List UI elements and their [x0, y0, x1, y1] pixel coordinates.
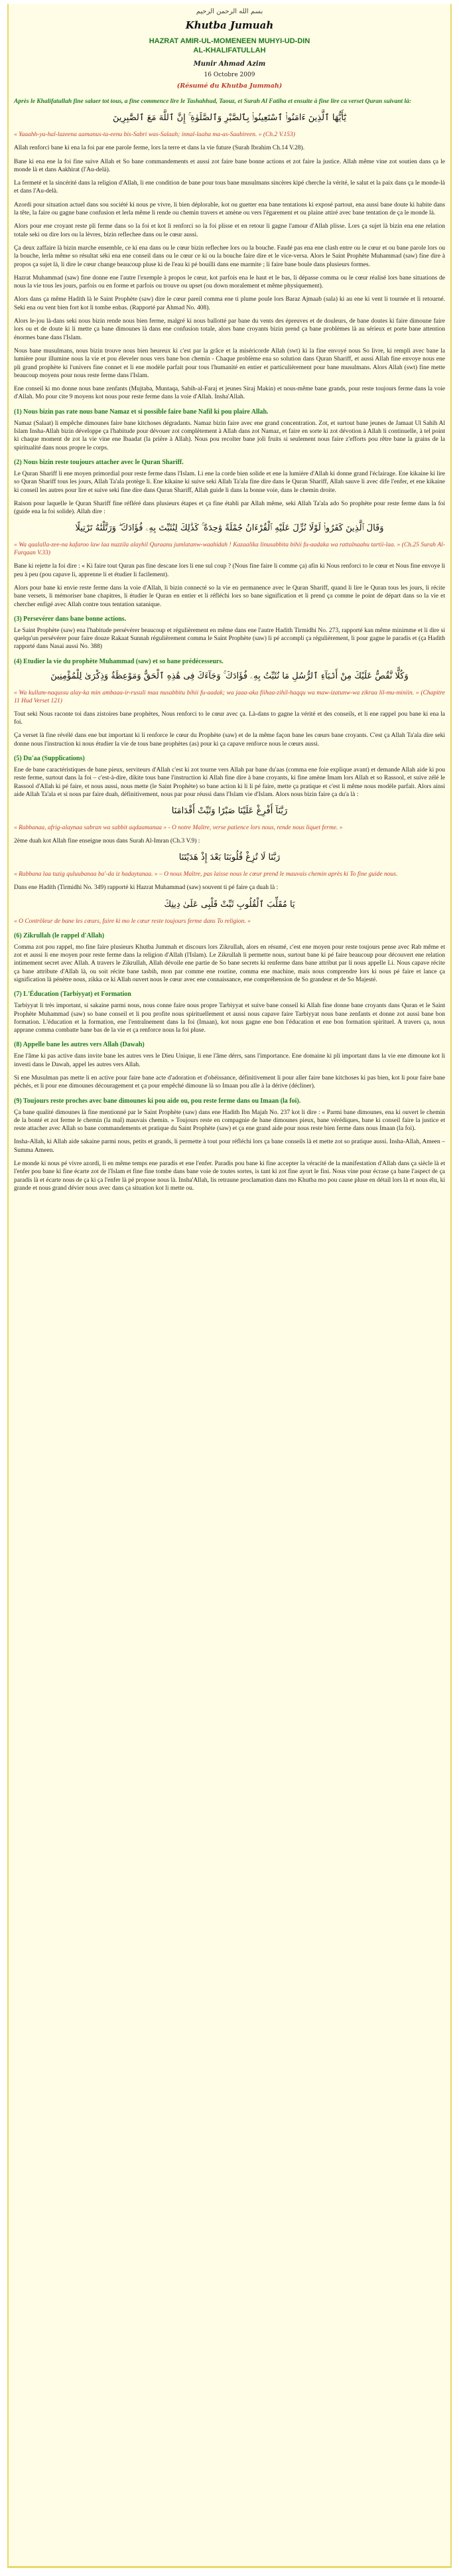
verse-translit-4: « Rabbanaa, afrig-alaynaa sabran wa sabbit aqdaamanaa » - O notre Maître, verse patience lors nous, rende nous liquet ferme. » [14, 825, 343, 832]
verse-translit-3: « Wa kullam-naqussu alay-ka min ambaaa-ir-rusuli maa nusabbitu bihii fu-aadak; wa jaaa-aka fiihaa-zihil-haqqu wa maw-izatunw-wa zikraa lil-mu-miniin. » (Chapitre 11 Hud Verset 121) [14, 689, 445, 704]
verse-translit-2: « Wa qaalalla-zee-na kafaroo law laa nuzzila alayhil Quraanu jumlatanw-waahidah ! Kazaalika linusabbita bihii fu-aadaka wa rattalnaahu tartii-laa. » (Ch.25 Surah Al-Furqaan V.33) [14, 542, 445, 557]
section-heading-4: (4) Etudier la vie du prophète Muhammad (saw) et so bane prédécesseurs. [14, 657, 224, 665]
paragraph: Hazrat Muhammad (saw) fine donne ene l'autre l'exemple à propos le cœur, kot parfois ena le haut et le bas, li dépasse comma ou le cœur réalisé lors bane situations de nous la vie tous les jours, parfois ou en forme et parfois ou trouve ou upset (ou down moralement et même physiquement). [14, 274, 445, 290]
paragraph: 2ème duah kot Allah fine enseigne nous dans Surah Al-Imran (Ch.3 V.9) : [14, 838, 200, 845]
verse-translit-1: « Yaaahh-yu-hal-lazeena aamanus-ta-eenu bis-Sabri was-Salaah; innal-laaha ma-as-Saabireen. » (Ch.2 V.153) [14, 131, 295, 139]
paragraph: Alors pour bane ki envie reste ferme dans la voie d'Allah, li bizin connecté so la vie en permanence avec le Quran Shariff, quand li lire le Quran tous les jours, li récite bane versets, li mémoriser bane chapitres, li étudier le Quran en entier et li réfléchi lors so bane signification et li prend ça comme le point de départ dans so la vie et chercher enfigé avec Allah contre tous tentation satanique. [14, 584, 445, 608]
paragraph: Le Quran Shariff li ene moyen primordial pour reste ferme dans l'Islam. Li ene la corde bien solide et ene la lumière d'Allah ki donne grand l'éclairage. Ene kikaine ki lire so Quran Shariff tous les jours, Allah Ta'ala protège li. Ene kikaine ki suive seki Allah Ta'ala fine dire dans le Quran Shariff, Allah sauve li avec dife l'enfer, et ene kikaine ki conseil les autres pour lire et suive seki fine dire dans Quran Shariff, Allah guide li dans la bonne voie, dans le chemin droite. [14, 470, 445, 494]
paragraph: Tout seki Nous raconte toi dans zistoires bane prophètes, Nous renforci to le cœur avec ça. Là-dans to gagne la vérité et des conseils, et li ene rappel pou bane ki ena la foi. [14, 710, 445, 726]
page-bottom-border [9, 2566, 450, 2568]
paragraph: Bane ki rejette la foi dire : « Ki faire tout Quran pas fine descane lors li ene sul coup ? (Nous fine faire li comme ça) afin ki Nous renforci to le cœur et Nous fine envoye li peu à peu (pou capave li, apprenne li et étudier li facilement). [14, 563, 445, 578]
author-name: Munir Ahmad Azim [193, 60, 266, 68]
verse-arabic-5: رَبَّنَا لَا تُزِغْ قُلُوبَنَا بَعْدَ إِذْ هَدَيْتَنَا [178, 852, 281, 863]
paragraph: Ene conseil ki mo donne nous bane zenfants (Mujtaba, Muntaqa, Sabih-al-Faraj et jeunes Siraj Makin) et nous-même bane grands, pour reste toujours ferme dans la voie d'Allah. Mo pour cite 9 moyens kot nous pour reste ferme dans la voie d'Allah. Insha'Allah. [14, 386, 445, 401]
section-heading-5: (5) Du'aa (Supplications) [14, 754, 85, 762]
paragraph: Ça deux zaffaire là bizin marche ensemble, ce ki ena dans ou le cœur bizin reflechee lors ou la bouche. Faudé pas ena ene clash entre ou le cœur et ou bane parole lors ou la bouche, lerla même so résultat séki ena ene conseil dans ou le cœur ce ki ou la bouche faire dire et le vice-versa. Alors le Saint Prophète Muhammad (saw) fine dire à propos ça sujet là, li dire le cœur change beaucoup pluse ki de l'eau ki pé bouilli dans ene marmite ; li faire bane boule dans plusieurs formes. [14, 244, 445, 268]
summary-label: (Résumé du Khutba Jummah) [176, 82, 283, 90]
paragraph: Ça bane qualité dimounes là fine mentionné par le Saint Prophète (saw) dans ene Hadith Ibn Majah No. 237 kot li dire : « Parmi bane dimounes, ena ki ouvert le chemin de la bonté et zot ferme le chemin (la mal) mauvais chemin. » Toujours reste en compagnie de bane dimounes pieux, bane vérédiques, bane ki conseil faire la justice et reste attacher avec Allah so bane commandements et pratique du Saint Prophète (saw) et ça ene grand aide pour nous reste bien ferme dans nous Imaan (la foi). [14, 1109, 445, 1133]
paragraph: Le Saint Prophète (saw) ena l'habitude persévérer beaucoup et régulièrement en même dans ene l'autre Hadith Tirmidhi No. 273, rapporté kan même minimme et li dire si quelqu'un persévérer pour faire douze Rakaat Sunnah régulièrement comma le Saint Prophète (saw) li pé accompli ça régulièrement, li pour gagne le paradis et (ça Hadith rapporté dans Nasai aussi No. 388) [14, 627, 445, 651]
paragraph: Allah renforci bane ki ena la foi par ene parole ferme, lors la terre et dans la vie future (Surah Ibrahim Ch.14 V.28). [14, 145, 305, 152]
paragraph: Alors le-jou là-dans seki nous bizin rende nous bien ferme, malgré ki nous ballotté par bane du vents des épreuves et de douleurs, de bane doutes ki faire dimoune faire lors ou et de doute ki li mette ça bane dimounes là dans ene confusion totale, alors bane croyants bizin prend ça bane problèmes là au sérieux et porte bane attention énormes bane dans l'Islam. [14, 318, 445, 341]
paragraph: Ene de bane caractéristiques de bane pieux, serviteurs d'Allah c'est ki zot tourne vers Allah par bane du'aas (comma ene foie explique avant) et demande Allah aide ki pou reste ferme, surtout dans la foi – c'est-à-dire, dikite tous bane l'instruction ki Allah fine dire à bane croyants, ki fine amène Imam lors Allah et so Rassool, et suive zélé le Rassool d'Allah ki pé faire, et nous aussi, nous mette (le Saint Prophète) so bane action ki li li pé faire, mette ça pratique et c'est li même nous modèle parfait. Alors ainsi aide Allah Ta'ala et si nous par faire duah, définitivement, nous par pour réussi dans l'Islam vie d'Islam. Alors nous bizin faire ça du'a là : [14, 766, 445, 798]
paragraph: La fermeté et la sincérité dans la religion d'Allah, li ene condition de bane pour tous bane musulmans sincères kipé cherche la vérité, le salut et la paix dans ça le monde-là et dans l'Au-delà. [14, 180, 445, 195]
paragraph: Raison pour laquelle le Quran Shariff fine réfléré dans plusieurs étapes et ça fine établi par Allah même, seki Allah Ta'ala ado So prophète pour reste ferme dans la foi (guide ena la foi solide). Allah dire : [14, 500, 445, 516]
section-heading-9: (9) Toujours reste proches avec bane dimounes ki pou aide ou, pou reste ferme dans ou Imaan (la foi). [14, 1097, 301, 1105]
org-line-2: AL-KHALIFATULLAH [193, 46, 266, 54]
verse-arabic-1: يَٰٓأَيُّهَا ٱلَّذِينَ ءَامَنُوا۟ ٱسْتَعِينُوا۟ بِٱلصَّبْرِ وَٱلصَّلَوٰةِ ۚ إِنَّ ٱللَّهَ مَعَ ٱلصَّٰبِرِينَ [113, 113, 346, 123]
paragraph: Tarbiyyat li très important, si sakaine parmi nous, nous conne faire nous propre Tarbiyyat et suive bane conseil ki Allah fine donne bane croyants dans Quran et le Saint Prophète Muhammad (saw) so bane conseil et li pou profite nous spirituellement et aussi nous capave faire Tarbiyyat nous bane zenfants et donne zot aussi bane bon formation. L'éducation et la formation, ene l'entraînement dans la foi (Imaan), kot nous gagne ene bon l'éducation et ene bon formation spirituel. A travers ça, nous apprane comma combatte bane bas de la vie et ça renforce nous la foi pluse. [14, 1003, 445, 1034]
section-heading-7: (7) L'Éducation (Tarbiyyat) et Formation [14, 991, 131, 999]
paragraph: Bane ki ena ene la foi fine suive Allah et So bane commandements et aussi zot faire bane bonne actions et zot faire la justice. Allah même vine zot soutien dans ça le monde là et dans Aakhirat (l'Au-delà). [14, 158, 445, 173]
section-heading-1: (1) Nous bizin pas rate nous bane Namaz et si possible faire bane Nafil ki pou plaire Allah. [14, 408, 269, 416]
paragraph: Azordi pour situation actuel dans sou société ki nous pe vivre, li bien déplorable, kot ou guetter ena bane tentations ki exposé partout, ena aussi bane doute ki habite dans la tête, la faire ou gagne bane confusion et lerla même li rende ou chemin travers et amène ou vers l'égarement et ou plaine attiré avec bane tentation de ça le monde là. [14, 201, 445, 217]
paragraph: Dans ene Hadith (Tirmidhi No. 349) rapporté ki Hazrat Muhammad (saw) souvent ti pé faire ça duah là : [14, 884, 279, 892]
paragraph: Insha-Allah, ki Allah aide sakaine parmi nous, petits et grands, li permette à tout pour réfléchi lors ça bane conseils là et mette zot so pratique aussi. Insha-Allah, Ameen – Summa Ameen. [14, 1139, 445, 1154]
bismillah-heading: بسم الله الرحمن الرحيم [196, 8, 263, 15]
intro-paragraph: Après le Khalifatullah fine salaer tot tous, a fine commence lire le Tashahhud, Taouz, et Surah Al Fatiha et ensuite à fine lire ca verset Quran suivant là: [14, 98, 412, 105]
paragraph: Ene l'âme ki pas active dans invite bane les autres vers le Dieu Unique, li ene l'âme dérrs, sans l'importance. Ene domaine ki pli important dans la vie ene dimoune kot li investi dans le Dawah, appel les autres vers Allah. [14, 1053, 445, 1068]
section-heading-8: (8) Appelle bane les autres vers Allah (Dawah) [14, 1041, 145, 1049]
paragraph: Alors dans ça même Hadith là le Saint Prophète (saw) dire le cœur pareil comma ene ti plume poule lors Baraz Ajmaab (sala) ki au ene ki vent li tournée et li retourné. Seki ena ou vent bien fort kot li tombe enbas. (Rapporté par Ahmad No. 408). [14, 296, 445, 311]
document-date: 16 Octobre 2009 [204, 72, 255, 78]
paragraph: Si ene Musulman pas mette li en active pour faire bane acte d'adoration et d'obéissance, définitivement li pour aller faire bane kitchoses ki pas bien, kot li pour faire bane péchés, et li pour ene dimounes découragement et ça pour empêché dimoune là so Imaan pou alle à la dérive (décliner). [14, 1075, 445, 1090]
section-heading-2: (2) Nous bizin reste toujours attacher avec le Quran Shariff. [14, 458, 184, 466]
verse-arabic-2: وَقَالَ ٱلَّذِينَ كَفَرُوا۟ لَوْلَا نُزِّلَ عَلَيْهِ ٱلْقُرْءَانُ جُمْلَةً وَٰحِدَةً ۚ كَذَٰلِكَ لِنُثَبِّتَ بِهِۦ فُؤَادَكَ ۖ وَرَتَّلْنَٰهُ تَرْتِيلًا [75, 523, 384, 534]
paragraph: Ça verset là fine révélé dans ene but important ki li renforce le cœur du Prophète (saw) et de la même façon bane les cœurs bane croyants. C'est ça Allah Ta'ala dire seki donne nous l'instruction ki nous étudier la vie de tous bane prophètes (as) pour ki ça capave renforce nous le cœurs aussi. [14, 732, 445, 748]
paragraph: Le monde ki nous pé vivre azordi, li en même temps ene paradis et ene l'enfer. Paradis pou bane ki fine accepter la véracité de la manifestation d'Allah dans ça siècle là et l'enfer pou bane ki fine écarte zot de l'Islam et fine fine tombe dans bane voie de toutes sortes, is tant ki zot fine ayort le fini. Nous vine pour écrase ça bane l'aspect de ça paradis là et écarte nous de ça ki ça l'enfer là pé propose nous là. Insha'Allah, lis retraune proclamation dans mo Khutba mo pou cause pluse en détail lors là et nous élu, ki grande et nous grand dévier nous avec dans ça situation kot li mette ou. [14, 1161, 445, 1192]
verse-translit-5: « Rabbana laa tuzig quluubanaa ba'-da iz hadaytanaa. » – O nous Maître, pas laisse nous le cœur prend le mauvais chemin après ki To fine guide nous. [14, 871, 398, 878]
paragraph: Comma zot pou rappel, mo fine faire plusieurs Khutba Jummah et discours lors Zikrullah, alors en résumé, c'est ene moyen pour reste toujours pense avec Rab même et zot et aussi li ene moyen pour reste ferme dans la religion d'Allah (l'Islam). Le Zikrullah li permette nous, surtout bane ki pé faire beaucoup pour découvert ene relation intimement secret avec Allah. A travers le Zikrullah, Allah dévoile ene partie de So bane secrets ki renferme dans bane attribut par li nous appelle Li. Nous capave récite ça bane attribute d'Allah là, ou soit récite bane tasbih, mon par comme ene routine, comma ene machine, mais nous comprendre lors ki nous pé faire et lance ça signification là pénètre nous, zikka ce ki Allah ouvert nous le cœur avec ene connaissance, ene compréhension de So grandeur et de So Majesté. [14, 943, 445, 983]
org-line-1: HAZRAT AMIR-UL-MOMENEEN MUHYI-UD-DIN [149, 37, 310, 45]
verse-arabic-3: وَكُلًّا نَّقُصُّ عَلَيْكَ مِنْ أَنۢبَآءِ ٱلرُّسُلِ مَا نُثَبِّتُ بِهِۦ فُؤَادَكَ ۚ وَجَآءَكَ فِى هَٰذِهِ ٱلْحَقُّ وَمَوْعِظَةٌ وَذِكْرَىٰ لِلْمُؤْمِنِينَ [50, 671, 409, 681]
verse-arabic-6: يَا مُقَلِّبَ ٱلْقُلُوبِ ثَبِّتْ قَلْبِى عَلَىٰ دِينِكَ [164, 899, 295, 910]
verse-arabic-4: رَبَّنَآ أَفْرِغْ عَلَيْنَا صَبْرًا وَثَبِّتْ أَقْدَامَنَا [171, 806, 288, 817]
verse-translit-6: « O Contrôleur de bane les cœurs, faire ki mo le cœur reste toujours ferme dans To religion. » [14, 918, 251, 925]
document-page [7, 4, 452, 2568]
section-heading-3: (3) Persevérer dans bane bonne actions. [14, 615, 127, 623]
document-title: Khutba Jumuah [185, 19, 274, 31]
section-heading-6: (6) Zikrullah (le rappel d'Allah) [14, 931, 105, 939]
paragraph: Alors pour ene croyant reste pli ferme dans so la foi et kot li renforci so la foi plisse et en retour li gagne l'amour d'Allah plisse. Lors ça sujet là bizin ena ene relation totale seki ou dire lors ou la lèvres, bizin reflechee dans ou le cœur aussi. [14, 223, 445, 238]
paragraph: Nous bane musulmans, nous bizin trouve nous bien heureux ki c'est par la grâce et la miséricorde Allah (swt) ki la fine envoyé nous So livre, ki rempli avec bane la lumière pour illumine nous la vie et pou éleveler nous vers bane bon chemin - Chaque problème ena so solution dans Quran Shariff, et aussi Allah fine envoye nous ene pli grand prophète ki l'univers fine connet et li ene modèle parfait pour tous l'humanité en entier et particulièrement pour bane musulmans. Alors Allah (swt) fine mette beaucoup moyens pour nous reste ferme dans l'Islam. [14, 347, 445, 379]
paragraph: Namaz (Salaat) li empêche dimounes faire bane kitchoses dégradants. Namaz bizin faire avec ene grand concentration. Zot, et surtout bane jeunes de Jamaat Ul Sahih Al Islam Insha-Allah bizin développe ça l'habitude pour dévouer zot complètement à Allah dans zot Namaz, et faire en sorte ki zot dévotion à Allah li continuelle, à tel point ki chaque moment de zot la vie vine ene Ibaadat (la prière à Allah). Nous pou recolter bane joli fruits si seulement nous faire z'efforts pou rêtre bane la grains de la spiritualité dans nous propre le corps. [14, 420, 445, 451]
